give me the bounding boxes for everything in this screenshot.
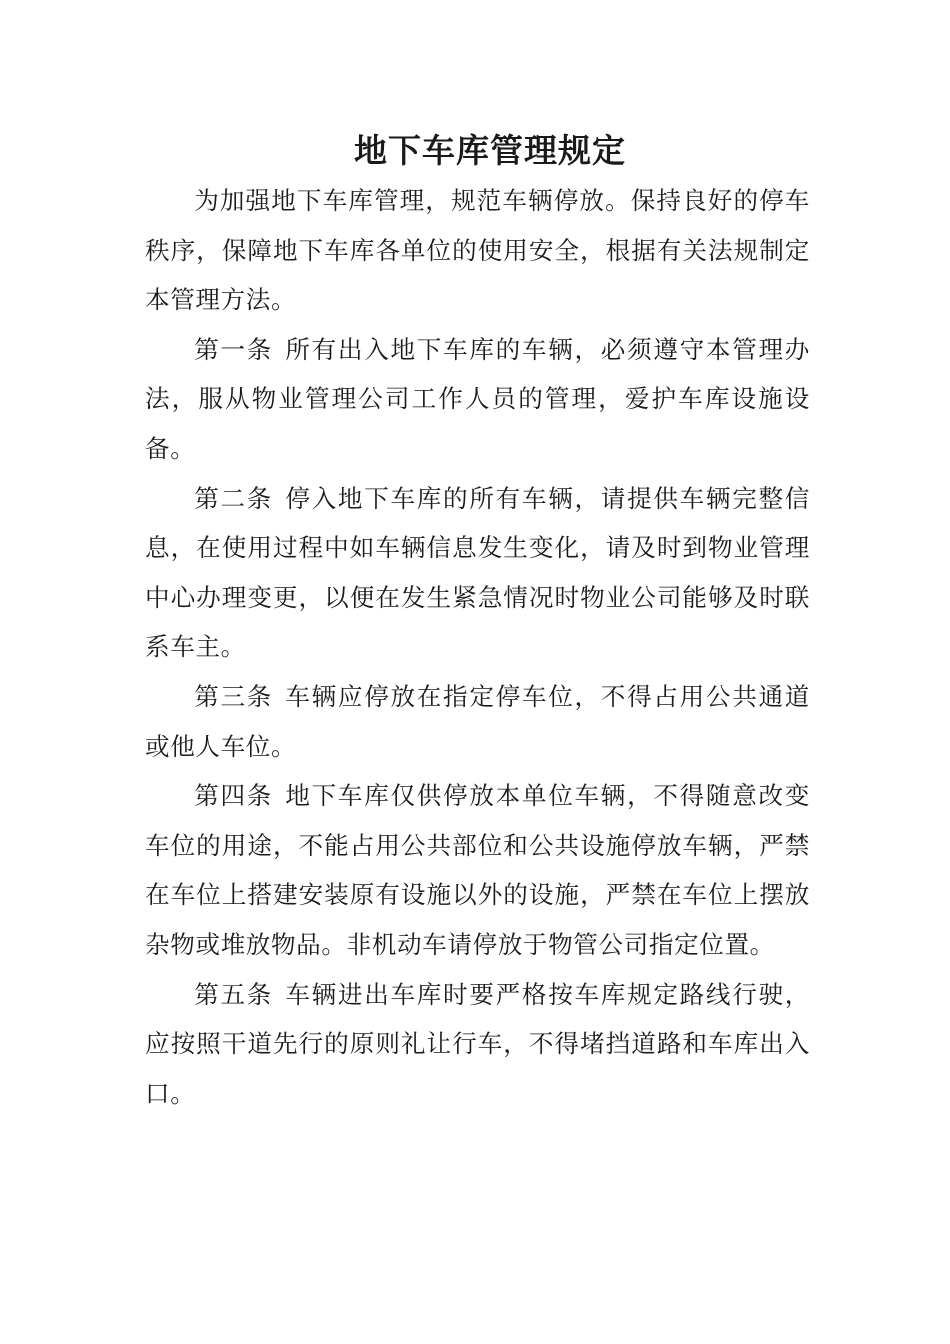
- article-2-text: 停入地下车库的所有车辆，请提供车辆完整信息，在使用过程中如车辆信息发生变化，请及时到物业管理中心办理变更，以便在发生紧急情况时物业公司能够及时联系车主。: [145, 483, 810, 662]
- preamble-paragraph: 为加强地下车库管理，规范车辆停放。保持良好的停车秩序，保障地下车库各单位的使用安全，根据有关法规制定本管理方法。: [145, 186, 810, 315]
- article-3-number: 第三条: [194, 681, 274, 711]
- article-3-paragraph: [145, 672, 810, 771]
- article-1-text: 所有出入地下车库的车辆，必须遵守本管理办法，服从物业管理公司工作人员的管理，爱护车库设施设备。: [145, 334, 810, 463]
- article-1-paragraph: [145, 325, 810, 474]
- document-title: 地下车库管理规定: [354, 131, 626, 170]
- article-4-number: 第四条: [194, 781, 274, 811]
- article-1-number: 第一条: [194, 334, 274, 364]
- article-2-paragraph: [145, 474, 810, 672]
- article-3-text: 车辆应停放在指定停车位，不得占用公共通道或他人车位。: [145, 681, 810, 761]
- article-4-paragraph: [145, 771, 810, 969]
- article-5-text: 车辆进出车库时要严格按车库规定路线行驶，应按照干道先行的原则礼让行车，不得堵挡道路和车库出入口。: [145, 979, 810, 1108]
- article-2-number: 第二条: [194, 483, 274, 513]
- article-5-paragraph: [145, 970, 810, 1119]
- article-5-number: 第五条: [194, 979, 274, 1009]
- document-body: [145, 176, 810, 1118]
- article-4-text: 地下车库仅供停放本单位车辆，不得随意改变车位的用途，不能占用公共部位和公共设施停放车辆，严禁在车位上搭建安装原有设施以外的设施，严禁在车位上摆放杂物或堆放物品。非机动车请停放于物管公司指定位置。: [145, 781, 810, 959]
